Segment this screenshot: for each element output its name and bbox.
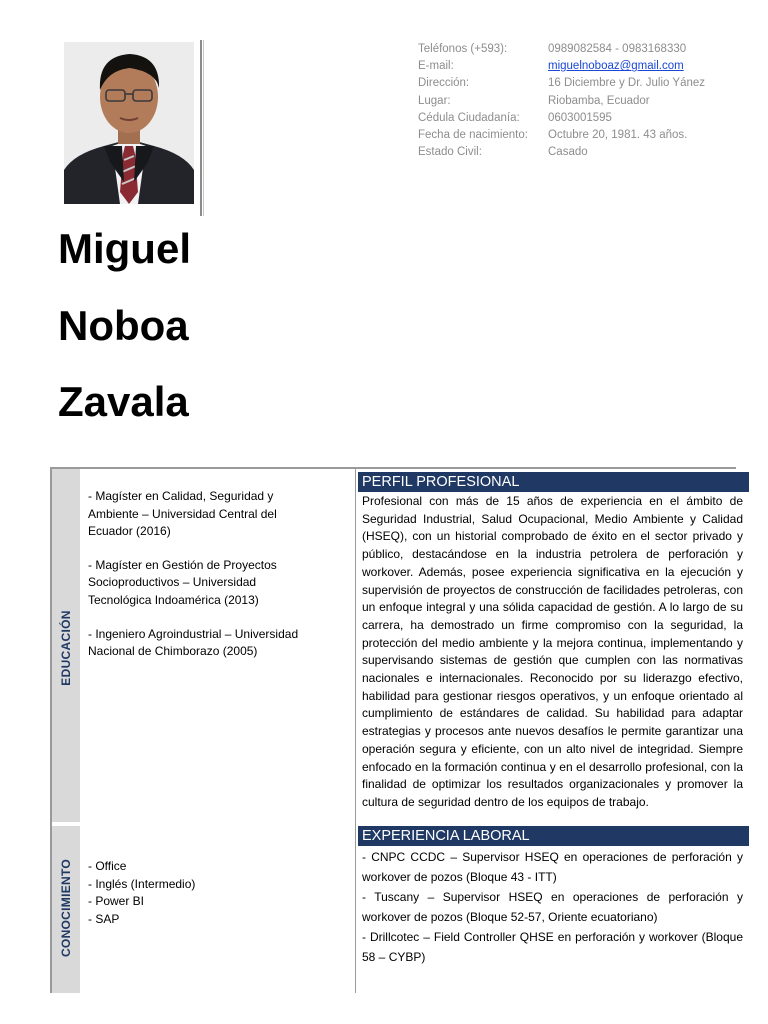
- education-item: - Ingeniero Agroindustrial – Universidad Nacional de Chimborazo (2005): [88, 626, 299, 659]
- education-item: - Magíster en Gestión de Proyectos Socioproductivos – Universidad Tecnológica Indoamérica (2013): [88, 557, 277, 607]
- column-divider: [355, 469, 356, 993]
- experience-item: - CNPC CCDC – Supervisor HSEQ en operaciones de perforación y workover de pozos (Bloque 43 - ITT): [362, 850, 743, 884]
- experience-item: - Tuscany – Supervisor HSEQ en operaciones de perforación y workover de pozos (Bloque 52-57, Oriente ecuatoriano): [362, 890, 743, 924]
- skill-item: - Inglés (Intermedio): [88, 876, 196, 891]
- skills-section-label: CONOCIMIENTO: [59, 858, 73, 958]
- contact-row-place: [418, 93, 705, 110]
- name-last: Zavala: [58, 378, 189, 425]
- contact-label: Teléfonos (+593):: [418, 43, 508, 55]
- contact-value: 0603001595: [548, 111, 612, 124]
- profile-summary: Profesional con más de 15 años de experiencia en el ámbito de Seguridad Industrial, Salud Ocupacional, Medio Ambiente y Calidad (HSEQ), con un historial comprobado de éxito en el sector privado y público, destacándose en la industria petrolera de perforación y workover. Además, posee experiencia significativa en la ejecución y supervisión de proyectos de construcción de facilidades petroleras, con un enfoque integral y una sólida capacidad de gestión. A lo largo de su carrera, ha demostrado un firme compromiso con la seguridad, la protección del medio ambiente y la mejora continua, implementando y supervisando sistemas de gestión que cumplen con las normativas nacionales e internacionales. Reconocido por su liderazgo efectivo, habilidad para gestionar riesgos operativos, y un enfoque orientado al cumplimiento de estándares de calidad. Su habilidad para adaptar estrategias y procesos ante nuevos desafíos le permite garantizar una operación segura y eficiente, con un alto nivel de integridad. Siempre enfocado en la formación continua y en el desarrollo profesional, con la finalidad de optimizar los resultados organizacionales y promover la cultura de seguridad dentro de los equipos de trabajo.: [362, 494, 743, 809]
- skill-item: - SAP: [88, 911, 120, 926]
- contact-row-email: [418, 58, 705, 75]
- photo-divider: [200, 40, 202, 216]
- profile-photo: [64, 42, 194, 204]
- contact-value: 0989082584 - 0983168330: [548, 43, 687, 55]
- contact-row-civil-status: [418, 144, 705, 161]
- contact-label: Estado Civil:: [418, 146, 482, 159]
- experience-section-header: EXPERIENCIA LABORAL: [358, 826, 749, 846]
- contact-info: [418, 41, 705, 161]
- contact-value: Casado: [548, 146, 588, 159]
- contact-label: E-mail:: [418, 60, 454, 73]
- experience-list: [362, 848, 743, 968]
- contact-row-phone: [418, 41, 705, 58]
- education-section-label: EDUCACIÓN: [59, 610, 73, 686]
- contact-value: 16 Diciembre y Dr. Julio Yánez: [548, 77, 706, 90]
- contact-value: Riobamba, Ecuador: [548, 94, 650, 107]
- skill-item: - Office: [88, 859, 127, 873]
- contact-value: Octubre 20, 1981. 43 años.: [548, 129, 688, 142]
- contact-row-id: [418, 110, 705, 127]
- education-list: [88, 488, 320, 677]
- person-portrait-icon: [64, 42, 194, 204]
- photo-divider-shadow: [203, 40, 204, 216]
- skills-list: [88, 858, 195, 928]
- profile-section-header: PERFIL PROFESIONAL: [358, 472, 749, 492]
- contact-row-birthdate: [418, 127, 705, 144]
- email-link[interactable]: miguelnoboaz@gmail.com: [548, 60, 684, 73]
- education-item: - Magíster en Calidad, Seguridad y Ambiente – Universidad Central del Ecuador (2016): [88, 489, 277, 539]
- contact-label: Dirección:: [418, 77, 470, 90]
- section-top-rule: [50, 467, 736, 469]
- name-middle: Noboa: [58, 302, 189, 349]
- skill-item: - Power BI: [88, 894, 145, 909]
- name-first: Miguel: [58, 225, 191, 272]
- contact-label: Lugar:: [418, 94, 451, 107]
- contact-label: Cédula Ciudadanía:: [418, 111, 520, 124]
- contact-row-address: [418, 75, 705, 92]
- experience-item: - Drillcotec – Field Controller QHSE en perforación y workover (Bloque 58 – CYBP): [362, 930, 743, 964]
- contact-label: Fecha de nacimiento:: [418, 129, 528, 142]
